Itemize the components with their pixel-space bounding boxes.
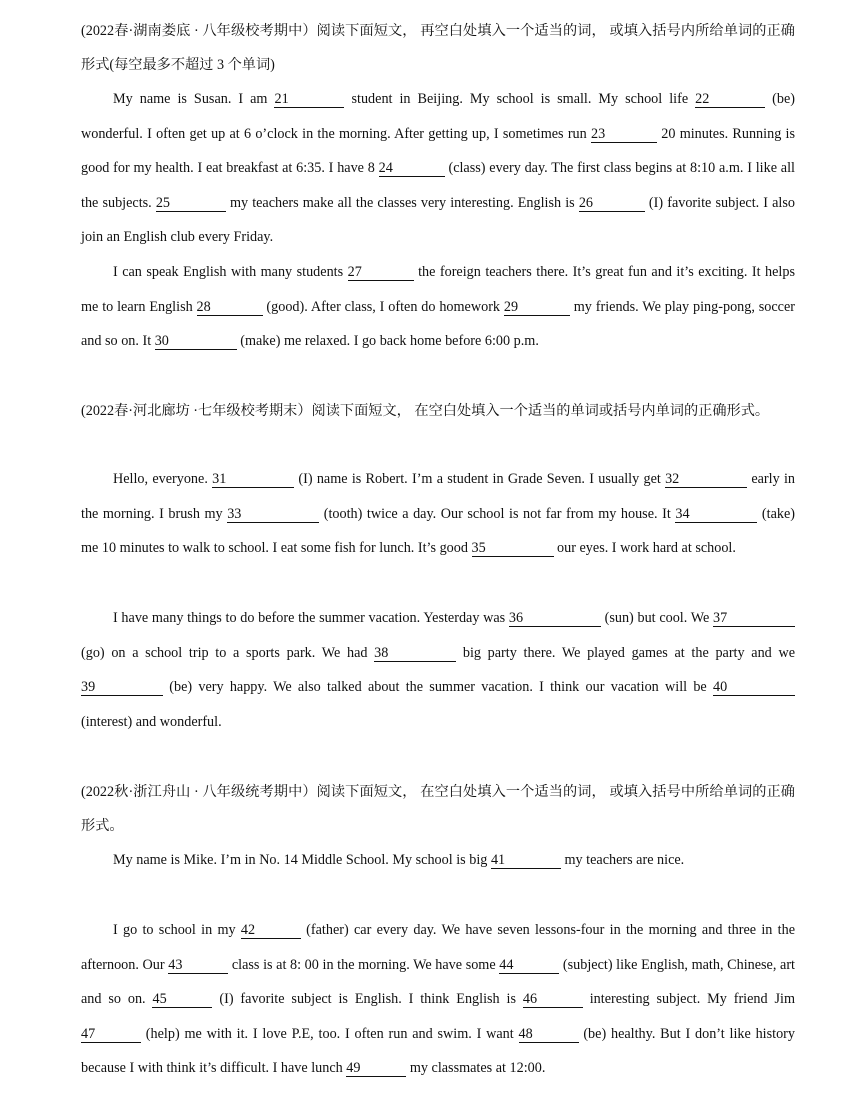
blank-36[interactable]: 36 — [509, 611, 601, 627]
blank-38[interactable]: 38 — [374, 646, 456, 662]
blank-28[interactable]: 28 — [197, 300, 263, 316]
blank-37[interactable]: 37 — [713, 611, 795, 627]
blank-48[interactable]: 48 — [519, 1027, 579, 1043]
section-2-paragraph-2: I have many things to do before the summer vacation. Yesterday was 36 (sun) but cool. We 37 (go) on a school trip to a sports park. We had 38 big party there. We played games at the party and we 39 (be) very happy. We also talked about the summer vacation. I think our vacation will be 40 (interest) and wonderful. — [81, 610, 795, 730]
blank-47[interactable]: 47 — [81, 1027, 141, 1043]
section-1-header: (2022春·湖南娄底 · 八年级校考期中）阅读下面短文， 再空白处填入一个适当的词， 或填入括号内所给单词的正确形式(每空最多不超过 3 个单词) — [81, 23, 795, 73]
blank-21[interactable]: 21 — [274, 92, 344, 108]
blank-23[interactable]: 23 — [591, 127, 657, 143]
blank-41[interactable]: 41 — [491, 853, 561, 869]
blank-40[interactable]: 40 — [713, 680, 795, 696]
blank-26[interactable]: 26 — [579, 196, 645, 212]
section-1-paragraph-2: I can speak English with many students 27 the foreign teachers there. It’s great fun and it’s exciting. It helps me to learn English 28 (good). After class, I often do homework 29 my friends. We play ping-pong, soccer and so on. It 30 (make) me relaxed. I go back home before 6:00 p.m. — [81, 264, 795, 350]
section-3-header: (2022秋·浙江舟山 · 八年级统考期中）阅读下面短文， 在空白处填入一个适当的词， 或填入括号中所给单词的正确形式。 — [81, 784, 795, 834]
blank-32[interactable]: 32 — [665, 472, 747, 488]
blank-44[interactable]: 44 — [499, 958, 559, 974]
blank-29[interactable]: 29 — [504, 300, 570, 316]
section-2-header: (2022春·河北廊坊 ·七年级校考期末）阅读下面短文， 在空白处填入一个适当的单词或括号内单词的正确形式。 — [81, 403, 770, 419]
blank-24[interactable]: 24 — [379, 161, 445, 177]
section-2-paragraph-1: Hello, everyone. 31 (I) name is Robert. I’m a student in Grade Seven. I usually get 32 early in the morning. I brush my 33 (tooth) twice a day. Our school is not far from my house. It 34 (take) me 10 minutes to walk to school. I eat some fish for lunch. It’s good 35 our eyes. I work hard at school. — [81, 471, 795, 557]
blank-39[interactable]: 39 — [81, 680, 163, 696]
blank-27[interactable]: 27 — [348, 265, 414, 281]
blank-34[interactable]: 34 — [675, 507, 757, 523]
blank-30[interactable]: 30 — [155, 334, 237, 350]
blank-45[interactable]: 45 — [152, 992, 212, 1008]
blank-35[interactable]: 35 — [472, 541, 554, 557]
blank-33[interactable]: 33 — [227, 507, 319, 523]
blank-46[interactable]: 46 — [523, 992, 583, 1008]
blank-22[interactable]: 22 — [695, 92, 765, 108]
section-1-paragraph-1: My name is Susan. I am 21 student in Beijing. My school is small. My school life 22 (be) wonderful. I often get up at 6 o’clock in the morning. After getting up, I sometimes run 23 20 minutes. Running is good for my health. I eat breakfast at 6:35. I have 8 24 (class) every day. The first class begins at 8:10 a.m. I like all the subjects. 25 my teachers make all the classes very interesting. English is 26 (I) favorite subject. I also join an English club every Friday. — [81, 91, 795, 246]
section-3-paragraph-2: I go to school in my 42 (father) car every day. We have seven lessons-four in the morning and three in the afternoon. Our 43 class is at 8: 00 in the morning. We have some 44 (subject) like English, math, Chinese, art and so on. 45 (I) favorite subject is English. I think English is 46 interesting subject. My friend Jim 47 (help) me with it. I love P.E, too. I often run and swim. I want 48 (be) healthy. But I don’t like history because I with think it’s difficult. I have lunch 49 my classmates at 12:00. — [81, 922, 795, 1077]
section-3-paragraph-1: My name is Mike. I’m in No. 14 Middle School. My school is big 41 my teachers are nice. — [113, 852, 685, 868]
blank-42[interactable]: 42 — [241, 923, 301, 939]
blank-43[interactable]: 43 — [168, 958, 228, 974]
blank-25[interactable]: 25 — [156, 196, 226, 212]
blank-49[interactable]: 49 — [346, 1061, 406, 1077]
blank-31[interactable]: 31 — [212, 472, 294, 488]
